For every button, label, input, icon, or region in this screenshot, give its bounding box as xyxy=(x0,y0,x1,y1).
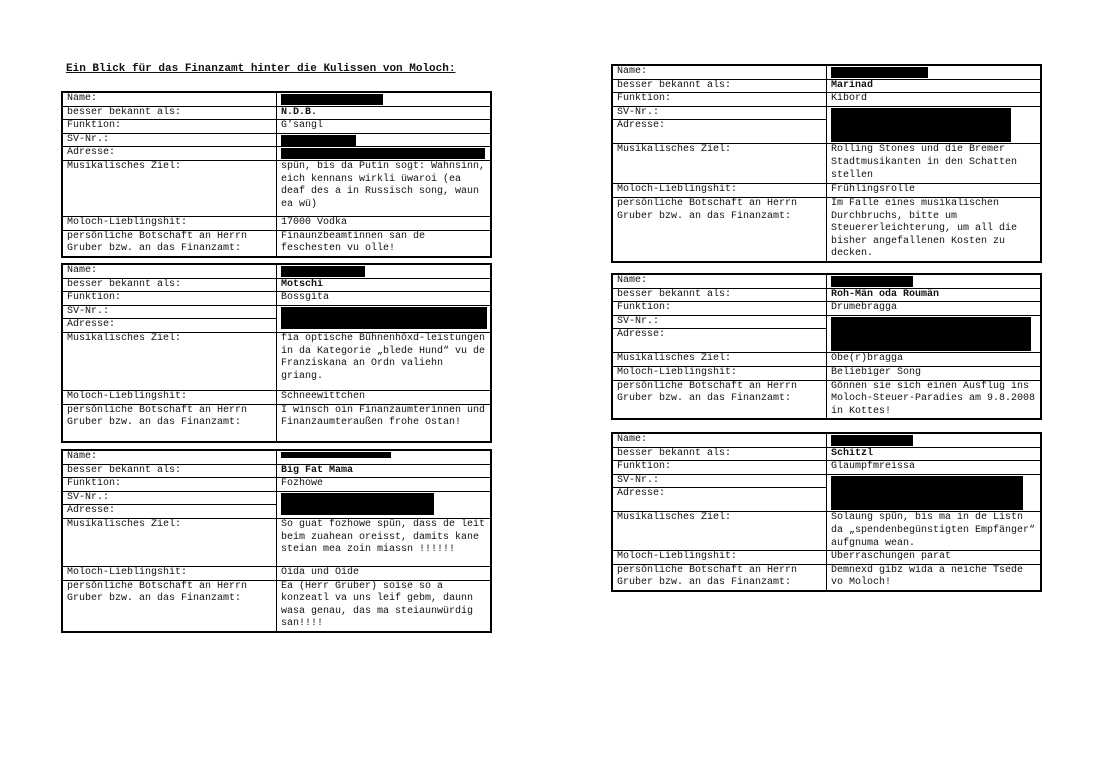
goal-value: fia optische Bühnenhöxd-leistungen in da Kategorie „blede Hund“ vu de Franziskana an Ordn valiehn griang. xyxy=(277,332,492,390)
sv-label: SV-Nr.: xyxy=(612,106,827,120)
goal-label: Musikalisches Ziel: xyxy=(612,512,827,551)
alias-label: besser bekannt als: xyxy=(612,288,827,302)
goal-label: Musikalisches Ziel: xyxy=(612,353,827,367)
goal-label: Musikalisches Ziel: xyxy=(612,144,827,184)
sv-label: SV-Nr.: xyxy=(612,315,827,329)
message-value: Im Falle eines musikalischen Durchbruchs, bitte um Steuererleichterung, um all die bisher angefallenen Kosten zu decken. xyxy=(827,197,1042,261)
hit-value: Überraschungen parat xyxy=(827,551,1042,565)
hit-label: Moloch-Lieblingshit: xyxy=(62,390,277,404)
hit-value: Schneewittchen xyxy=(277,390,492,404)
alias-value: Big Fat Mama xyxy=(277,464,492,478)
function-value: Kibord xyxy=(827,93,1042,107)
function-value: Bossgita xyxy=(277,292,492,306)
function-label: Funktion: xyxy=(612,461,827,475)
sv-label: SV-Nr.: xyxy=(62,305,277,319)
alias-label: besser bekannt als: xyxy=(62,106,277,120)
member-card-6 xyxy=(611,432,1042,592)
function-value: Glaumpfmreissa xyxy=(827,461,1042,475)
alias-value: Roh-Män oda Roumän xyxy=(827,288,1042,302)
goal-label: Musikalisches Ziel: xyxy=(62,518,277,566)
sv-address-value-redacted xyxy=(827,106,1042,144)
goal-value: So guat fozhowe spün, dass de leit beim zuahean oreisst, damits kane steian mea zoin miassn !!!!!! xyxy=(277,518,492,566)
goal-label: Musikalisches Ziel: xyxy=(62,332,277,390)
name-label: Name: xyxy=(62,450,277,464)
member-card-3 xyxy=(61,449,492,633)
goal-value: Solaung spün, bis ma in de Listn da „spendenbegünstigten Empfänger“ aufgnuma wean. xyxy=(827,512,1042,551)
function-label: Funktion: xyxy=(612,302,827,316)
hit-value: Beliebiger Song xyxy=(827,366,1042,380)
message-label: persönliche Botschaft an Herrn Gruber bzw. an das Finanzamt: xyxy=(62,230,277,257)
function-label: Funktion: xyxy=(62,292,277,306)
address-value-redacted xyxy=(277,147,492,161)
address-label: Adresse: xyxy=(612,488,827,512)
alias-label: besser bekannt als: xyxy=(612,79,827,93)
alias-value: Motschi xyxy=(277,278,492,292)
alias-label: besser bekannt als: xyxy=(612,447,827,461)
message-label: persönliche Botschaft an Herrn Gruber bzw. an das Finanzamt: xyxy=(62,404,277,442)
goal-value: Rolling Stones und die Bremer Stadtmusikanten in den Schatten stellen xyxy=(827,144,1042,184)
message-value: Ea (Herr Gruber) soise so a konzeatl va uns leif gebm, daunn wasa genau, das ma steiaunwürdig san!!!! xyxy=(277,580,492,632)
function-value: Drumebragga xyxy=(827,302,1042,316)
name-label: Name: xyxy=(612,65,827,79)
message-value: Gönnen sie sich einen Ausflug ins Moloch-Steuer-Paradies am 9.8.2008 in Kottes! xyxy=(827,380,1042,419)
address-label: Adresse: xyxy=(612,120,827,144)
hit-label: Moloch-Lieblingshit: xyxy=(62,216,277,230)
message-value: Demnexd gibz wida a neiche Tsede vo Moloch! xyxy=(827,564,1042,591)
name-value-redacted xyxy=(827,274,1042,288)
alias-value: Schitzl xyxy=(827,447,1042,461)
name-label: Name: xyxy=(612,433,827,447)
hit-label: Moloch-Lieblingshit: xyxy=(612,366,827,380)
name-value-redacted xyxy=(277,264,492,278)
hit-label: Moloch-Lieblingshit: xyxy=(612,184,827,198)
sv-address-value-redacted xyxy=(827,474,1042,512)
hit-value: Oida und Oide xyxy=(277,566,492,580)
hit-value: Frühlingsrolle xyxy=(827,184,1042,198)
alias-label: besser bekannt als: xyxy=(62,464,277,478)
name-value-redacted xyxy=(277,92,492,106)
alias-value: N.D.B. xyxy=(277,106,492,120)
hit-label: Moloch-Lieblingshit: xyxy=(612,551,827,565)
name-label: Name: xyxy=(612,274,827,288)
function-value: Fozhowe xyxy=(277,478,492,492)
address-label: Adresse: xyxy=(62,319,277,333)
sv-label: SV-Nr.: xyxy=(62,491,277,505)
address-label: Adresse: xyxy=(62,505,277,519)
member-card-4 xyxy=(611,64,1042,263)
name-value-redacted xyxy=(277,450,492,464)
member-card-1 xyxy=(61,91,492,258)
message-label: persönliche Botschaft an Herrn Gruber bzw. an das Finanzamt: xyxy=(62,580,277,632)
function-label: Funktion: xyxy=(62,478,277,492)
address-label: Adresse: xyxy=(612,329,827,353)
message-label: persönliche Botschaft an Herrn Gruber bzw. an das Finanzamt: xyxy=(612,380,827,419)
message-value: I winsch oin Finanzaumterinnen und Finanzaumteraußen frohe Ostan! xyxy=(277,404,492,442)
function-label: Funktion: xyxy=(612,93,827,107)
address-label: Adresse: xyxy=(62,147,277,161)
goal-value: Obe(r)bragga xyxy=(827,353,1042,367)
name-value-redacted xyxy=(827,433,1042,447)
sv-address-value-redacted xyxy=(827,315,1042,353)
sv-label: SV-Nr.: xyxy=(62,133,277,147)
sv-address-value-redacted xyxy=(277,305,492,332)
sv-label: SV-Nr.: xyxy=(612,474,827,488)
member-card-2 xyxy=(61,263,492,443)
member-card-5 xyxy=(611,273,1042,420)
message-label: persönliche Botschaft an Herrn Gruber bzw. an das Finanzamt: xyxy=(612,564,827,591)
message-label: persönliche Botschaft an Herrn Gruber bzw. an das Finanzamt: xyxy=(612,197,827,261)
function-label: Funktion: xyxy=(62,120,277,134)
alias-label: besser bekannt als: xyxy=(62,278,277,292)
sv-address-value-redacted xyxy=(277,491,492,518)
page-title: Ein Blick für das Finanzamt hinter die Kulissen von Moloch: xyxy=(66,63,456,75)
name-label: Name: xyxy=(62,264,277,278)
goal-value: spün, bis da Putin sogt: Wahnsinn, eich kennans wirkli üwaroi (ea deaf des a in Russisch song, waun ea wü) xyxy=(277,160,492,216)
hit-value: 17000 Vodka xyxy=(277,216,492,230)
alias-value: Marinad xyxy=(827,79,1042,93)
goal-label: Musikalisches Ziel: xyxy=(62,160,277,216)
function-value: G'sangl xyxy=(277,120,492,134)
hit-label: Moloch-Lieblingshit: xyxy=(62,566,277,580)
name-value-redacted xyxy=(827,65,1042,79)
message-value: Finaunzbeamtinnen san de feschesten vu olle! xyxy=(277,230,492,257)
name-label: Name: xyxy=(62,92,277,106)
sv-value-redacted xyxy=(277,133,492,147)
